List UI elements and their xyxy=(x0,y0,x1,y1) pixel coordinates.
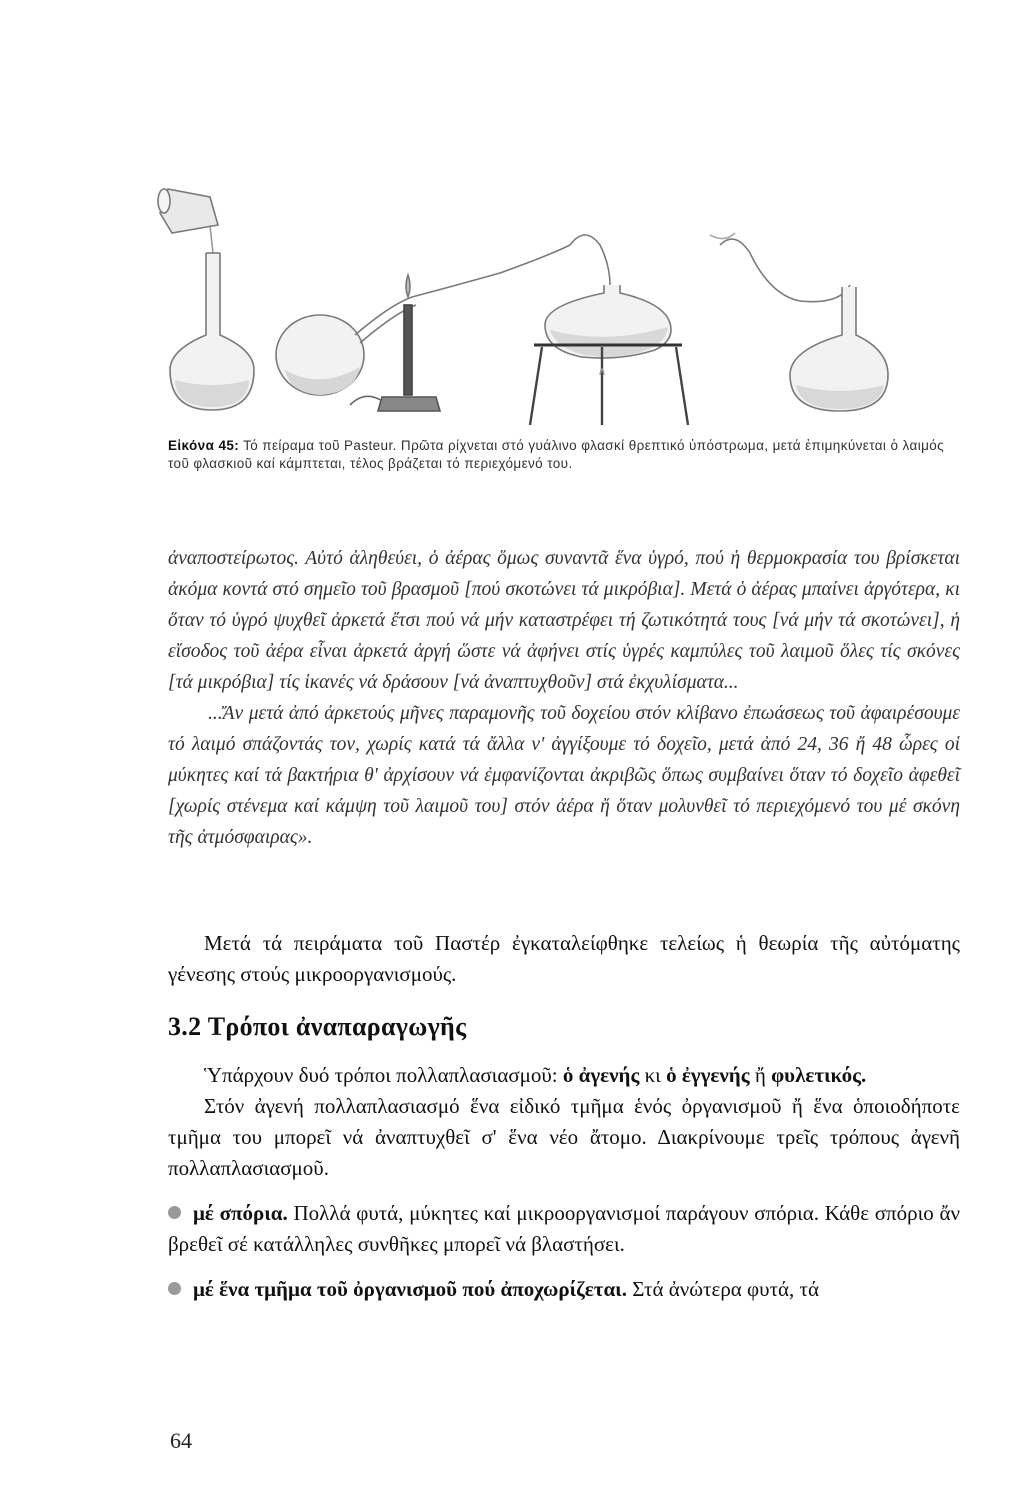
bunsen-burner xyxy=(350,275,440,411)
bullet-bold: μέ ἕνα τμῆμα τοῦ ὀργανισμοῦ πού ἀποχωρίζεται. xyxy=(193,1277,627,1301)
intro-mid2: ἤ xyxy=(749,1063,772,1087)
bullet-text: Στά ἀνώτερα φυτά, τά xyxy=(626,1277,819,1301)
flask-with-broth xyxy=(170,253,254,410)
swan-neck-flask-on-tripod xyxy=(530,235,688,425)
intro-mid: κι xyxy=(639,1063,667,1087)
flask-neck-heating xyxy=(276,245,570,395)
intro-bold-phyletic: φυλετικός. xyxy=(771,1063,867,1087)
bullet-text: Πολλά φυτά, μύκητες καί μικροοργανισμοί παράγουν σπόρια. Κάθε σπόριο ἄν βρεθεῖ σέ κατάλληλες συνθῆκες μπορεῖ νά βλαστήσει. xyxy=(168,1201,960,1256)
pasteur-experiment-figure xyxy=(150,175,980,425)
bullet-dot-icon xyxy=(168,1282,181,1295)
section-heading: 3.2 Τρόποι ἀναπαραγωγῆς xyxy=(168,1012,467,1041)
figure-caption-label: Εἰκόνα 45: xyxy=(168,438,240,453)
conclusion-paragraph xyxy=(168,928,960,990)
figure-caption xyxy=(168,437,960,473)
figure-caption-text: Τό πείραμα τοῦ Pasteur. Πρῶτα ρίχνεται στό γυάλινο φλασκί θρεπτικό ὑπόστρωμα, μετά ἐπιμηκύνεται ὁ λαιμός τοῦ φλασκιοῦ καί κάμπτεται, τέλος βράζεται τό περιεχόμενό του. xyxy=(168,438,945,471)
quote-paragraph-2: ...Ἄν μετά ἀπό ἀρκετούς μῆνες παραμονῆς τοῦ δοχείου στόν κλίβανο ἐπωάσεως τοῦ ἀφαιρέσουμε τό λαιμό σπάζοντάς τον, χωρίς κατά τά ἄλλα ν' ἀγγίξουμε τό δοχεῖο, μετά ἀπό 24, 36 ἤ 48 ὧρες οἱ μύκητες καί τά βακτήρια θ' ἀρχίσουν νά ἐμφανίζονται ἀκριβῶς ὅπως συμβαίνει ὅταν τό δοχεῖο ἀφεθεῖ [χωρίς στένεμα καί κάμψη τοῦ λαιμοῦ του] στόν ἀέρα ἤ ὅταν μολυνθεῖ τό περιεχόμενό του μέ σκόνη τῆς ἀτμόσφαιρας». xyxy=(168,703,960,848)
section-paragraph: Στόν ἀγενή πολλαπλασιασμό ἕνα εἰδικό τμῆμα ἑνός ὀργανισμοῦ ἤ ἕνα ὁποιοδήποτε τμῆμα του μπορεῖ νά ἀναπτυχθεῖ σ' ἕνα νέο ἄτομο. Διακρίνουμε τρεῖς τρόπους ἀγενῆ πολλαπλασιασμοῦ. xyxy=(168,1094,960,1180)
pasteur-quotation xyxy=(168,543,960,853)
bullet-item-spores xyxy=(168,1198,960,1260)
conclusion-text: Μετά τά πειράματα τοῦ Παστέρ ἐγκαταλείφθηκε τελείως ἡ θεωρία τῆς αὐτόματης γένεσης στούς μικροοργανισμούς. xyxy=(168,931,960,986)
quote-paragraph-1: ἀναποστείρωτος. Αὐτό ἀληθεύει, ὁ ἀέρας ὅμως συναντᾶ ἕνα ὑγρό, πού ἡ θερμοκρασία του βρίσκεται ἀκόμα κοντά στό σημεῖο τοῦ βρασμοῦ [πού σκοτώνει τά μικρόβια]. Μετά ὁ ἀέρας μπαίνει ἀργότερα, κι ὅταν τό ὑγρό ψυχθεῖ ἀρκετά ἔτσι πού νά μήν καταστρέφει τή ζωτικότητά τους [νά μήν τά σκοτώνει], ἡ εἴσοδος τοῦ ἀέρα εἶναι ἀρκετά ἀργή ὥστε νά ἀφήνει στίς ὑγρές καμπύλες τοῦ λαιμοῦ ὅλες τίς σκόνες [τά μικρόβια] τίς ἱκανές νά δράσουν [νά ἀναπτυχθοῦν] στά ἐκχυλίσματα... xyxy=(168,548,960,693)
intro-bold-asexual: ὁ ἀγενής xyxy=(562,1063,640,1087)
beaker-pouring-illustration xyxy=(158,189,218,260)
intro-bold-sexual: ὁ ἐγγενής xyxy=(666,1063,750,1087)
bullet-bold: μέ σπόρια. xyxy=(193,1201,288,1225)
bullet-item-fragment xyxy=(168,1274,960,1305)
page-number: 64 xyxy=(170,1428,192,1453)
bullet-dot-icon xyxy=(168,1206,181,1219)
swan-neck-flask-final xyxy=(710,233,888,411)
section-intro xyxy=(168,1060,960,1091)
section-body xyxy=(168,1060,960,1305)
intro-start: Ὑπάρχουν δυό τρόποι πολλαπλασιασμοῦ: xyxy=(204,1063,563,1087)
